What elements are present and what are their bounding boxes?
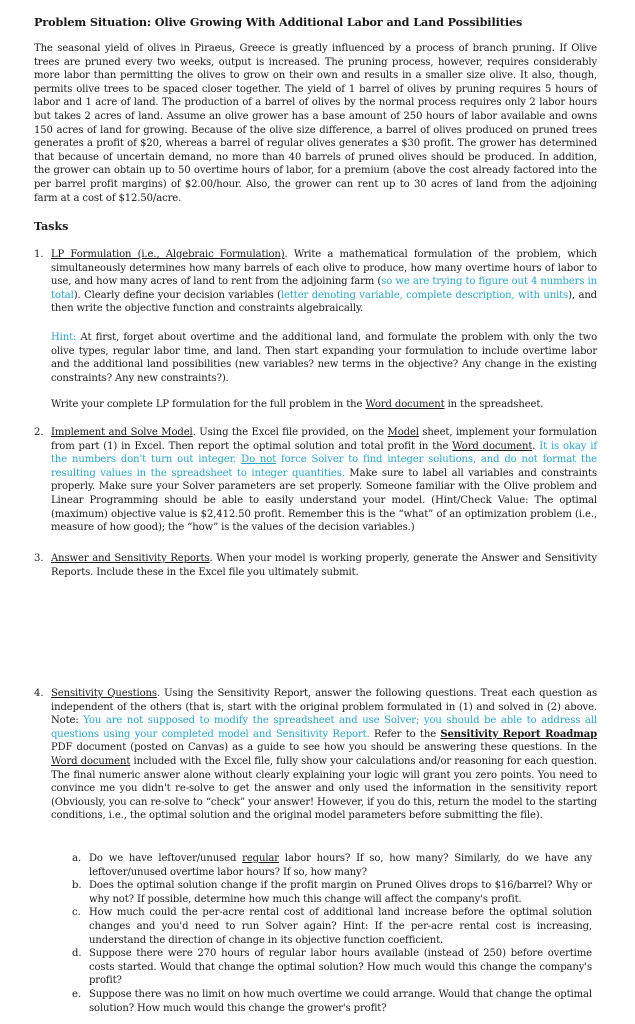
task-4-text: Sensitivity Questions. Using the Sensitivity Report, answer the following questions. Treat each question as independent of the others (that is, start with the original problem formulated in (1) and solved in (2) above. Note: You are not supposed to modify the spreadsheet and use Solver; you should be able to address all questions using your completed model and Sensitivity Report. Refer to the Sensitivity Report Roadmap PDF document (posted on Canvas) as a guide to see how you should be answering these questions. In the Word document included with the Excel file, fully show your calculations and/or reasoning for each question. The final numeric answer alone without clearly explaining your logic will grant you zero points. You need to convince me you didn't re-solve to get the answer and only used the information in the sensitivity report (Obviously, you can re-solve to “check” your answer! However, if you do this, return the model to the starting conditions, i.e., the optimal solution and the original model parameters before submitting the file). [51, 688, 597, 822]
roadmap-link: Sensitivity Report Roadmap [440, 728, 597, 740]
task-3-text: Answer and Sensitivity Reports. When your model is working properly, generate the Answer and Sensitivity Reports. Include these in the Excel file you ultimately submit. [51, 553, 597, 578]
list-item: e. Suppose there was no limit on how much overtime we could arrange. Would that change the optimal solution? How much would this change the grower's profit? [72, 988, 592, 1014]
list-item: b. Does the optimal solution change if the profit margin on Pruned Olives drops to $16/barrel? Why or why not? If possible, determine how much this change will affect the company's profit. [72, 880, 592, 905]
task-4-number: 4. [34, 688, 44, 699]
task-1-heading: LP Formulation (i.e., Algebraic Formulation) [51, 249, 285, 260]
task-3-heading: Answer and Sensitivity Reports [51, 553, 210, 564]
task-2-text: Implement and Solve Model. Using the Excel file provided, on the Model sheet, implement your formulation from part (1) in Excel. Then report the optimal solution and total profit in the Word document. It is okay if the numbers don't turn out integer. Do not force Solver to find integer solutions, and do not format the resulting values in the spreadsheet to integer quantities. Make sure to label all variables and constraints properly. Make sure your Solver parameters are set properly. Someone familiar with the Olive problem and Linear Programming should be able to easily understand your model. (Hint/Check Value: The optimal (maximum) objective value is $2,412.50 profit. Remember this is the “what” of an optimization problem (i.e., measure of how good); the “how” is the values of the decision variables.) [51, 427, 598, 534]
tasks-heading: Tasks [34, 220, 69, 233]
task-2-number: 2. [34, 427, 44, 438]
task-1-hint: Hint: At first, forget about overtime and the additional land, and formulate the problem with only the two olive types, regular labor time, and land. Then start expanding your formulation to include overtime labor and the additional land possibilities (new variables? new terms in the objective? Any change in the existing constraints? Any new constraints?). [51, 332, 597, 384]
word-document-link: Word document [365, 399, 445, 410]
page-title: Problem Situation: Olive Growing With Additional Labor and Land Possibilities [34, 15, 523, 29]
task-4-heading: Sensitivity Questions [51, 688, 157, 699]
task-2 [34, 426, 597, 535]
task-2-heading: Implement and Solve Model [51, 427, 193, 438]
list-item: c. How much could the per-acre rental cost of additional land increase before the optimal solution changes and you'd need to run Solver again? Hint: If the per-acre rental cost is increasing, understand the direction of change in its objective function coefficient. [72, 907, 592, 946]
list-item: a. Do we have leftover/unused regular labor hours? If so, how many? Similarly, do we have any leftover/unused overtime labor hours? If so, how many? [72, 853, 593, 878]
list-item: d. Suppose there were 270 hours of regular labor hours available (instead of 250) before overtime costs started. Would that change the optimal solution? How much would this change the company's profit? [72, 948, 592, 987]
task-3 [34, 552, 597, 579]
task-1-number: 1. [34, 249, 44, 260]
intro-paragraph: The seasonal yield of olives in Piraeus, Greece is greatly influenced by a process of branch pruning. If Olive trees are pruned every two weeks, output is increased. The pruning process, however, requires considerably more labor than permitting the olives to grow on their own and results in a smaller size olive. It also, though, permits olive trees to be spaced closer together. The yield of 1 barrel of olives by pruning requires 5 hours of labor and 1 acre of land. The production of a barrel of olives by the normal process requires only 2 labor hours but takes 2 acres of land. Assume an olive grower has a base amount of 250 hours of labor available and owns 150 acres of land for growing. Because of the olive size difference, a barrel of olives produced on pruned trees generates a profit of $20, whereas a barrel of regular olives generates a $30 profit. The grower has determined that because of uncertain demand, no more than 40 barrels of pruned olives should be produced. In addition, the grower can obtain up to 50 overtime hours of labor, for a premium (above the cost already factored into the per barrel profit margins) of $2.00/hour. Also, the grower can rent up to 30 acres of land from the adjoining farm at a cost of $12.50/acre. [34, 43, 597, 204]
task-3-number: 3. [34, 553, 44, 564]
sub-question-list [72, 852, 592, 1015]
task-4 [34, 687, 597, 823]
task-1-text: LP Formulation (i.e., Algebraic Formulation). Write a mathematical formulation of the problem, which simultaneously determines how many barrels of each olive to produce, how many overtime hours of labor to use, and how many acres of land to rent from the adjoining farm (so we are trying to figure out 4 numbers in total). Clearly define your decision variables (letter denoting variable, complete description, with units), and then write the objective function and constraints algebraically. [51, 249, 597, 315]
task-1 [34, 248, 597, 410]
task-1-write-instruction: Write your complete LP formulation for the full problem in the Word document in the spreadsheet. [51, 399, 544, 410]
